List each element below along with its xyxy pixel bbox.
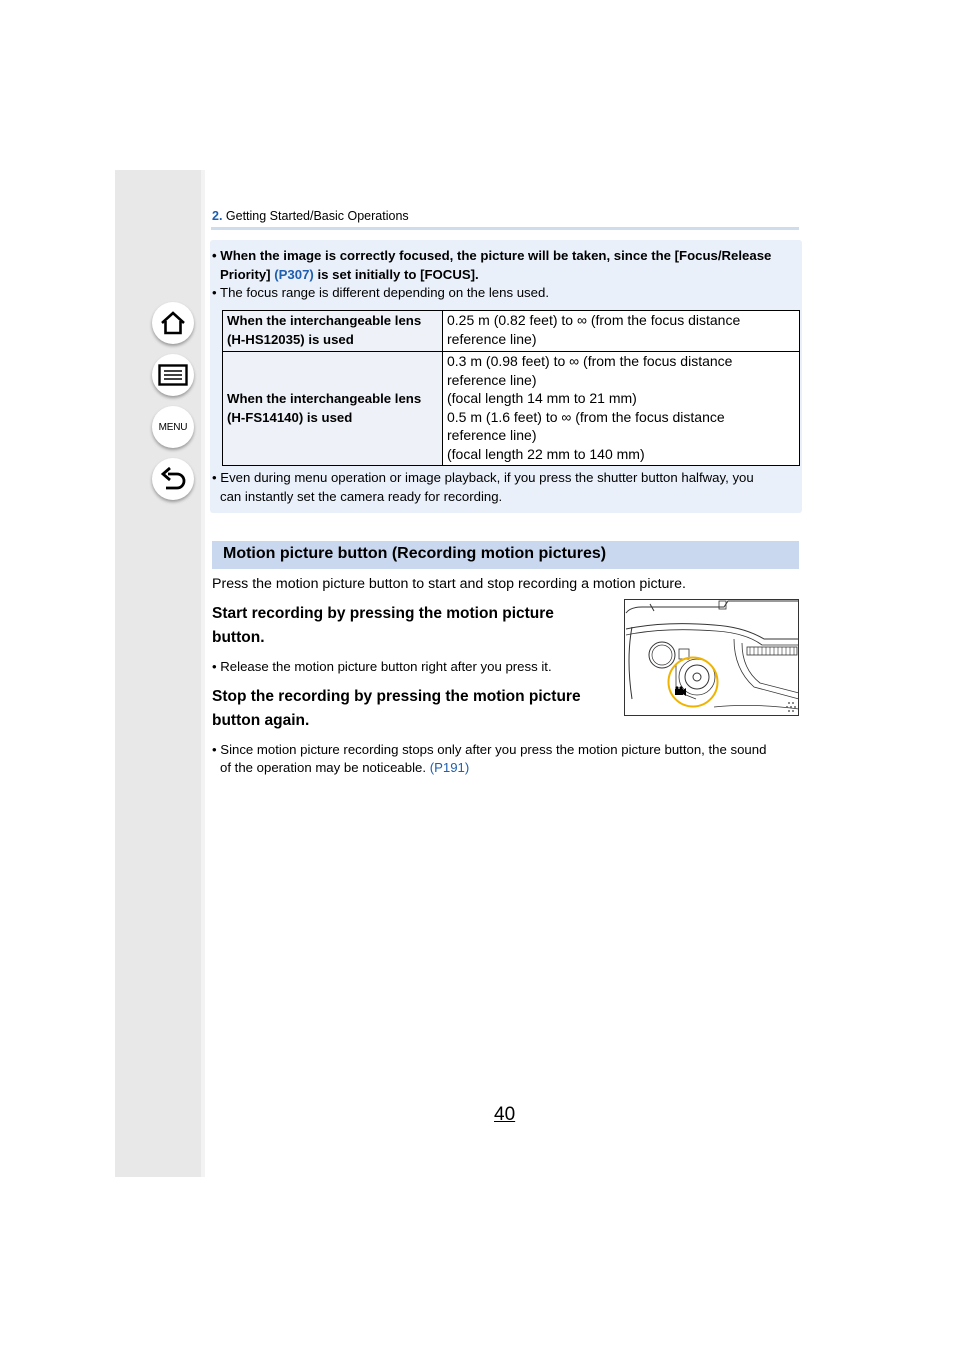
step-2-title-line: button again. bbox=[212, 712, 310, 729]
section-intro: Press the motion picture button to start and stop recording a motion picture. bbox=[212, 576, 686, 592]
sidebar-edge bbox=[201, 170, 205, 1177]
note-line-5: can instantly set the camera ready for recording. bbox=[220, 489, 503, 504]
lens-name-line: When the interchangeable lens bbox=[227, 390, 422, 406]
lens-name-line: (H-HS12035) is used bbox=[227, 332, 354, 347]
lens-name-line: When the interchangeable lens bbox=[227, 313, 422, 329]
note-bullet-line-1: • Since motion picture recording stops only after you press the motion picture button, the sound bbox=[212, 742, 767, 757]
range-line: reference line) bbox=[447, 330, 537, 347]
note-line-3: • The focus range is different depending on the lens used. bbox=[212, 285, 549, 300]
note-line-4: • Even during menu operation or image playback, if you press the shutter button halfway, you bbox=[212, 470, 754, 485]
table-row bbox=[223, 311, 800, 352]
breadcrumb bbox=[212, 209, 409, 223]
range-line: 0.3 m (0.98 feet) to ∞ (from the focus distance bbox=[447, 353, 733, 369]
step-2-title bbox=[212, 685, 632, 733]
step-1-title bbox=[212, 602, 632, 650]
home-icon bbox=[159, 310, 187, 336]
range-line: (focal length 14 mm to 21 mm) bbox=[447, 390, 637, 407]
section-title: Motion picture button (Recording motion pictures) bbox=[223, 545, 607, 562]
range-line: 0.5 m (1.6 feet) to ∞ (from the focus distance bbox=[447, 408, 725, 425]
contents-list-icon bbox=[158, 364, 188, 386]
camera-illustration bbox=[624, 599, 799, 716]
page-number: 40 bbox=[494, 1104, 516, 1125]
lens-name-line: (H-FS14140) is used bbox=[227, 409, 353, 425]
step-1-bullet: • Release the motion picture button right after you press it. bbox=[212, 659, 552, 674]
range-line: 0.25 m (0.82 feet) to ∞ (from the focus distance bbox=[447, 312, 741, 328]
home-button[interactable] bbox=[152, 302, 194, 344]
menu-icon: MENU bbox=[158, 421, 188, 433]
note-bullet-text: of the operation may be noticeable. bbox=[220, 760, 430, 775]
back-icon bbox=[159, 466, 187, 492]
focus-range-table bbox=[222, 310, 800, 466]
step-1-title-line: button. bbox=[212, 629, 265, 646]
page-link-p191[interactable]: (P191) bbox=[429, 760, 470, 775]
step-1-title-line: Start recording by pressing the motion picture bbox=[212, 605, 554, 622]
note-line-2-end: is set initially to [FOCUS]. bbox=[313, 267, 479, 282]
step-2-title-line: Stop the recording by pressing the motion picture bbox=[212, 688, 581, 705]
note-bullet-line-2 bbox=[220, 759, 469, 778]
range-cell bbox=[443, 352, 800, 466]
range-line: (focal length 22 mm to 140 mm) bbox=[447, 445, 645, 462]
menu-button[interactable] bbox=[152, 406, 194, 448]
page-link-p307[interactable]: (P307) bbox=[274, 267, 314, 282]
chapter-title: Getting Started/Basic Operations bbox=[222, 209, 409, 223]
range-line: reference line) bbox=[447, 427, 537, 444]
contents-button[interactable] bbox=[152, 354, 194, 396]
back-button[interactable] bbox=[152, 458, 194, 500]
lens-cell bbox=[223, 352, 443, 466]
note-line-1: • When the image is correctly focused, the picture will be taken, since the [Focus/Release bbox=[212, 248, 772, 263]
range-line: reference line) bbox=[447, 371, 537, 388]
lens-cell bbox=[223, 311, 443, 352]
chapter-number: 2. bbox=[212, 209, 223, 223]
note-line-2-text: Priority] bbox=[220, 267, 275, 282]
range-cell bbox=[443, 311, 800, 352]
note-line-2 bbox=[220, 265, 479, 284]
breadcrumb-divider bbox=[211, 227, 799, 230]
table-row bbox=[223, 352, 800, 466]
